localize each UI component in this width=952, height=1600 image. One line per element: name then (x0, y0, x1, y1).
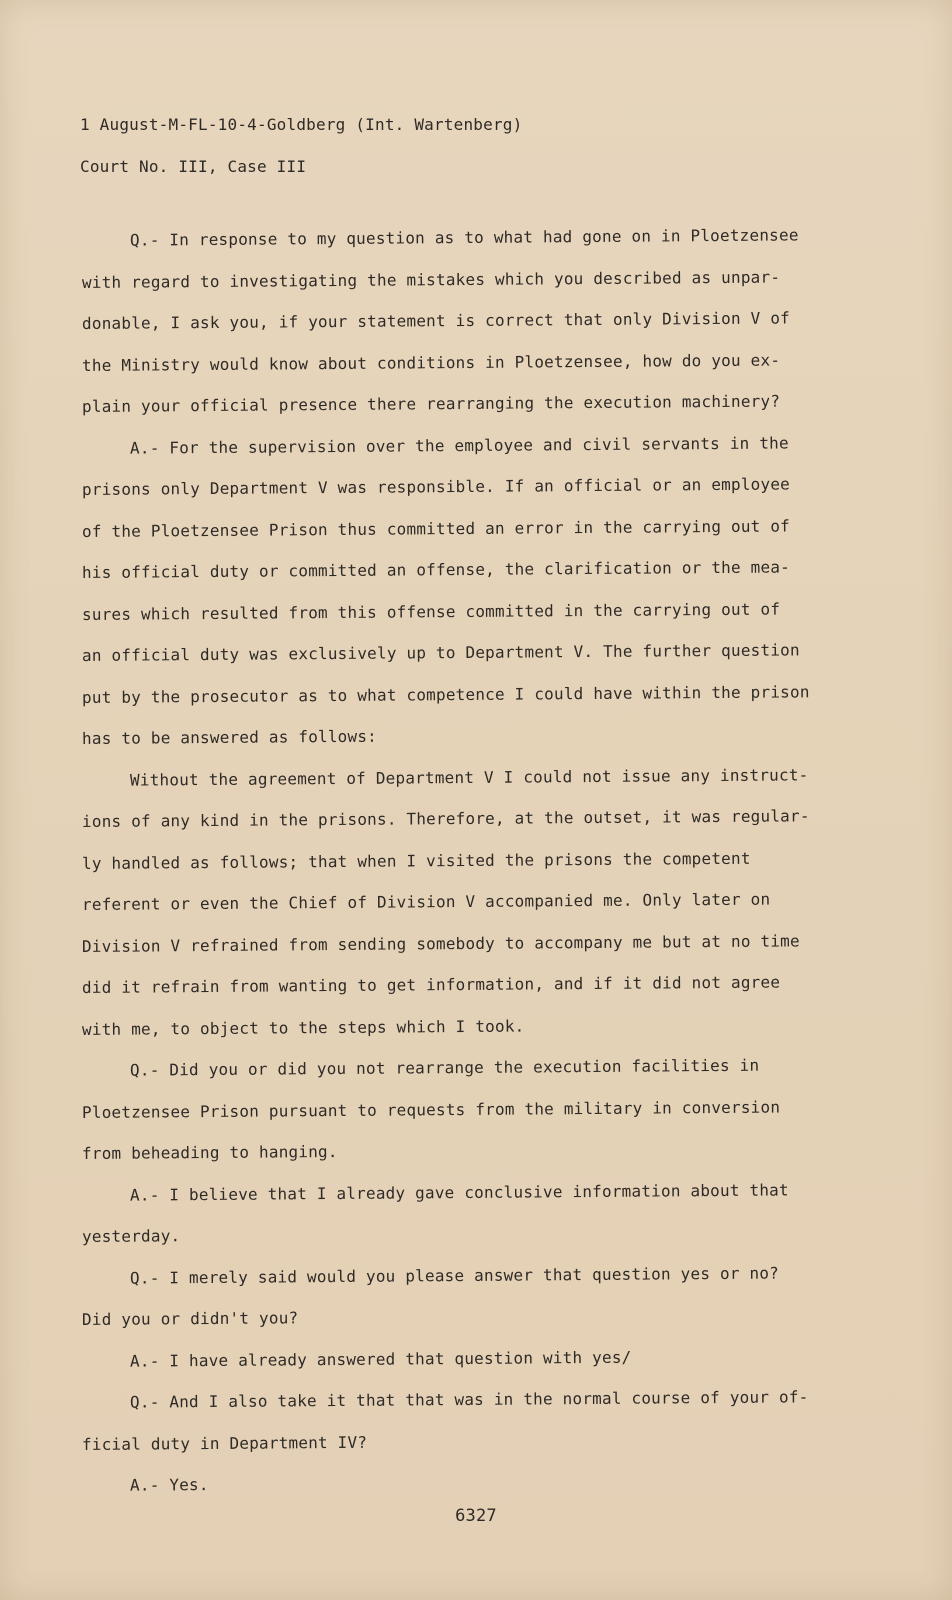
text-line: sures which resulted from this offense committed in the carrying out of (81, 599, 781, 624)
text-line: prisons only Department V was responsible. If an official or an employee (81, 474, 791, 499)
text-line: ly handled as follows; that when I visited the prisons the competent (81, 848, 751, 873)
text-line: Q.- Did you or did you not rearrange the execution facilities in (129, 1055, 760, 1080)
text-line: Ploetzensee Prison pursuant to requests from the military in conversion (81, 1097, 781, 1122)
text-line: A.- Yes. (129, 1475, 209, 1495)
text-line: Without the agreement of Department V I could not issue any instruct- (129, 764, 809, 790)
text-line: Q.- I merely said would you please answer that question yes or no? (129, 1263, 780, 1288)
text-line: A.- For the supervision over the employee and civil servants in the (129, 432, 789, 458)
document-header (80, 104, 522, 188)
text-line: Did you or didn't you? (81, 1308, 299, 1329)
text-line: of the Ploetzensee Prison thus committed an error in the carrying out of (81, 515, 791, 541)
text-line: did it refrain from wanting to get information, and if it did not agree (81, 972, 781, 997)
page-number: 6327 (455, 1506, 497, 1526)
text-line: A.- I have already answered that question with yes/ (129, 1347, 632, 1371)
text-line: with regard to investigating the mistakes which you described as unpar- (81, 267, 781, 292)
text-line: his official duty or committed an offense, the clarification or the mea- (81, 557, 791, 582)
text-line: has to be answered as follows: (81, 726, 378, 748)
text-line: ions of any kind in the prisons. Therefore, at the outset, it was regular- (81, 806, 810, 831)
text-line: Q.- And I also take it that that was in the normal course of your of- (129, 1387, 809, 1412)
text-line: Q.- In response to my question as to what had gone on in Ploetzensee (129, 225, 799, 250)
transcript-reference: 1 August-M-FL-10-4-Goldberg (Int. Wartenberg) (80, 115, 523, 134)
text-line: an official duty was exclusively up to Department V. The further question (81, 640, 800, 665)
text-line: yesterday. (81, 1226, 181, 1246)
court-case-line: Court No. III, Case III (80, 157, 307, 176)
text-line: Division V refrained from sending somebody to accompany me but at no time (81, 930, 800, 956)
text-line: with me, to object to the steps which I took. (81, 1016, 525, 1039)
text-line: donable, I ask you, if your statement is correct that only Division V of (81, 308, 791, 333)
text-line: referent or even the Chief of Division V accompanied me. Only later on (81, 889, 771, 914)
text-line: from beheading to hanging. (81, 1141, 338, 1163)
text-line: put by the prosecutor as to what competence I could have within the prison (81, 681, 810, 707)
text-line: A.- I believe that I already gave conclusive information about that (129, 1179, 789, 1205)
text-line: plain your official presence there rearranging the execution machinery? (81, 391, 781, 416)
text-line: ficial duty in Department IV? (81, 1432, 368, 1454)
transcript-body (82, 220, 872, 1507)
text-line: the Ministry would know about conditions in Ploetzensee, how do you ex- (81, 350, 781, 375)
